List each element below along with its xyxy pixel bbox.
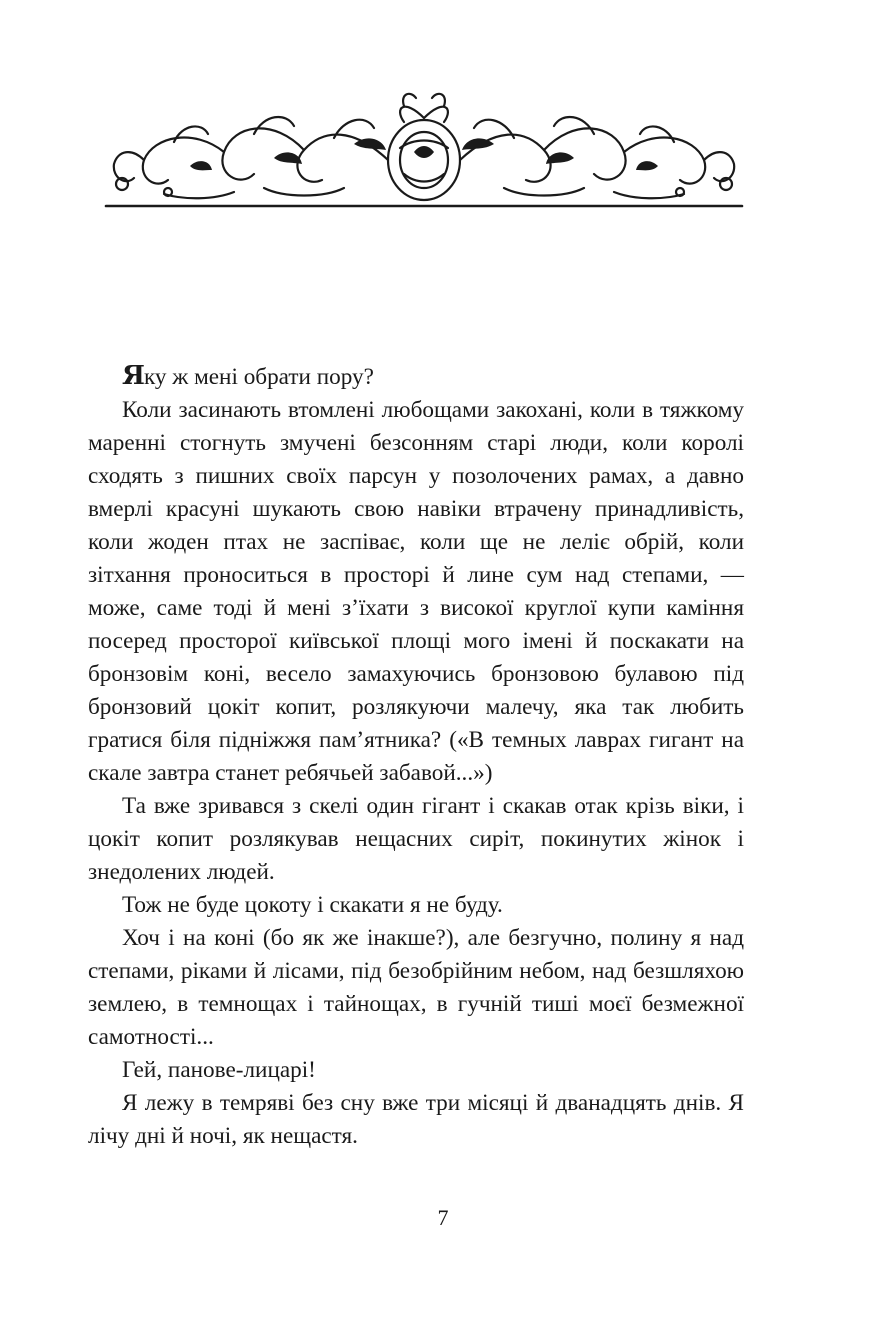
paragraph-1 [88,360,744,394]
paragraph-2: Коли засинають втомлені любощами закохані, коли в тяжкому маренні стогнуть змучені безсонням старі люди, коли королі сходять з пишних своїх парсун у позолочених рамах, а давно вмерлі красуні шукають свою навіки втрачену принадливість, коли жоден птах не заспіває, коли ще не леліє обрій, коли зітхання проноситься в просторі й лине сум над степами, — може, саме тоді й мені з’їхати з високої круглої купи каміння посеред просторої київської площі мого імені й поскакати на бронзовім коні, весело замахуючись бронзовою булавою під бронзовий цокіт копит, розлякуючи малечу, яка так любить гратися біля підніжжя пам’ятника? («В темных лаврах гигант на скале завтра станет ребячьей забавой...») [88,397,744,786]
paragraph-7: Я лежу в темряві без сну вже три місяці й дванадцять днів. Я лічу дні й ночі, як нещастя. [88,1090,744,1149]
paragraph-text: ку ж мені обрати пору? [143,364,374,390]
paragraph-4: Тож не буде цокоту і скакати я не буду. [122,892,503,918]
floral-ornament-headpiece [104,88,744,212]
body-text [88,360,744,1153]
page-number: 7 [437,1205,449,1230]
paragraph-3: Та вже зривався з скелі один гігант і скакав отак крізь віки, і цокіт копит розлякував нещасних сиріт, покинутих жінок і знедолених людей. [88,793,744,885]
paragraph-6: Гей, панове-лицарі! [122,1057,316,1083]
drop-cap-letter: Я [122,361,144,391]
paragraph-5: Хоч і на коні (бо як же інакше?), але безгучно, полину я над степами, ріками й лісами, під безобрійним небом, над безшляхою землею, в темнощах і тайнощах, в гучній тиші моєї безмежної самотності... [88,925,744,1050]
